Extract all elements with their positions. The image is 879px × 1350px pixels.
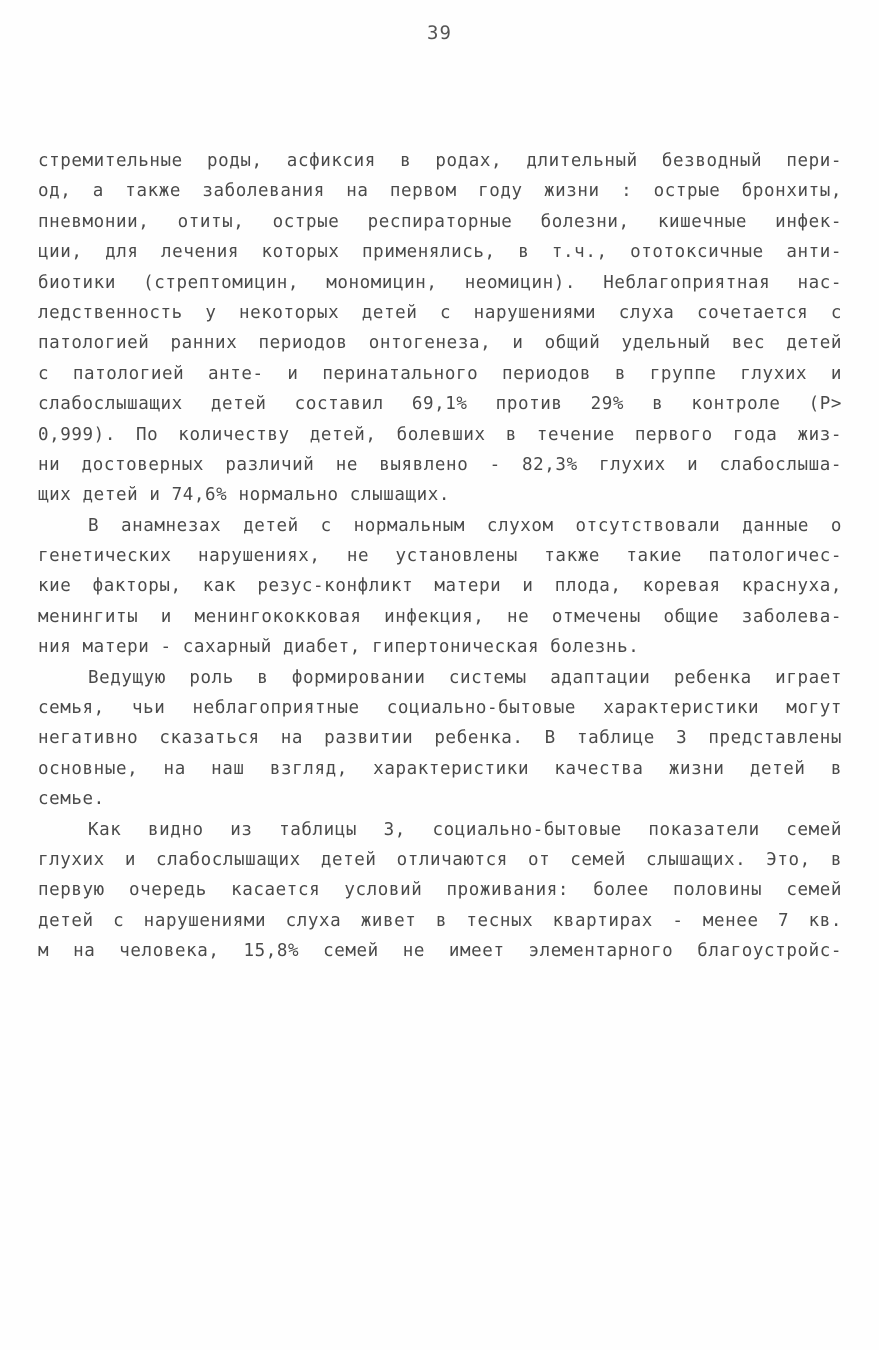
text-line: ни достоверных различий не выявлено - 82,3% глухих и слабослыша- [38,454,842,475]
text-line: негативно сказаться на развитии ребенка. В таблице 3 представлены [38,728,842,749]
text-line: стремительные роды, асфиксия в родах, длительный безводный пери- [38,151,842,171]
text-line: щих детей и 74,6% нормально слышащих. [38,485,451,506]
text-line: семья, чьи неблагоприятные социально-бытовые характеристики могут [38,698,842,719]
page-number: 39 [427,22,452,44]
text-line: основные, на наш взгляд, характеристики качества жизни детей в [38,758,842,779]
text-line: Ведущую роль в формировании системы адаптации ребенка играет [88,667,842,688]
text-line: м на человека, 15,8% семей не имеет элементарного благоустройс- [38,941,842,962]
text-line: од, а также заболевания на первом году жизни : острые бронхиты, [38,181,842,202]
text-line: слабослышащих детей составил 69,1% против 29% в контроле (Р> [38,394,842,415]
text-line: менингиты и менингококковая инфекция, не отмечены общие заболева- [38,606,842,627]
text-line: глухих и слабослышащих детей отличаются от семей слышащих. Это, в [38,849,842,870]
text-line: с патологией анте- и перинатального периодов в группе глухих и [38,363,842,384]
text-line: ледственность у некоторых детей с нарушениями слуха сочетается с [38,302,842,323]
text-line: детей с нарушениями слуха живет в тесных квартирах - менее 7 кв. [38,910,842,931]
text-line: биотики (стрептомицин, мономицин, неомицин). Неблагоприятная нас- [38,272,842,293]
text-line: семье. [38,789,105,810]
text-line: В анамнезах детей с нормальным слухом отсутствовали данные о [88,515,842,536]
text-line: 0,999). По количеству детей, болевших в течение первого года жиз- [38,424,842,445]
text-line: первую очередь касается условий проживания: более половины семей [38,880,842,901]
text-line: пневмонии, отиты, острые респираторные болезни, кишечные инфек- [38,211,842,232]
text-line: ния матери - сахарный диабет, гипертоническая болезнь. [38,637,640,658]
text-line: ции, для лечения которых применялись, в т.ч., ототоксичные анти- [38,242,842,263]
text-line: патологией ранних периодов онтогенеза, и общий удельный вес детей [38,333,842,354]
body-text [38,146,842,967]
text-line: кие факторы, как резус-конфликт матери и плода, коревая краснуха, [38,576,842,597]
text-line: Как видно из таблицы 3, социально-бытовые показатели семей [88,819,842,840]
text-line: генетических нарушениях, не установлены также такие патологичес- [38,546,842,567]
